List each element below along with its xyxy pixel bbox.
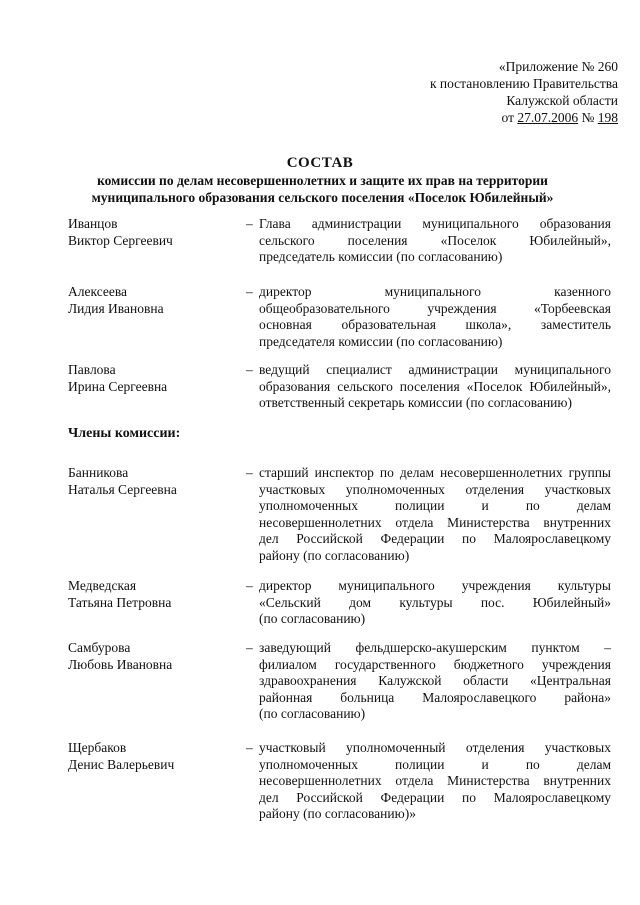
- person-name: [68, 740, 243, 773]
- description-line: директор муниципального казенного: [259, 284, 611, 299]
- position-description: [259, 465, 611, 564]
- members-heading: Члены комиссии:: [68, 426, 181, 441]
- dash-separator: –: [246, 740, 253, 755]
- dash-separator: –: [246, 465, 253, 480]
- dash-separator: –: [246, 640, 253, 655]
- description-line: председатель комиссии (по согласованию): [259, 249, 503, 264]
- dash-separator: –: [246, 284, 253, 299]
- given-names: Денис Валерьевич: [68, 756, 175, 772]
- appendix-region: Калужской области: [506, 93, 618, 108]
- description-line: участковых уполномоченных отделения участковых: [259, 481, 611, 497]
- description-line: уполномоченных полиции и по делам: [259, 756, 611, 772]
- surname: Медведская: [68, 578, 137, 593]
- description-line: сельского поселения «Поселок Юбилейный»,: [259, 232, 611, 248]
- given-names: Ирина Сергеевна: [68, 378, 168, 394]
- position-description: [259, 216, 611, 266]
- position-description: [259, 740, 611, 823]
- given-names: Виктор Сергеевич: [68, 232, 173, 248]
- description-line: несовершеннолетних отдела Министерства внутренних: [259, 773, 611, 788]
- position-description: [259, 362, 611, 412]
- description-line: несовершеннолетних отдела Министерства внутренних: [259, 514, 611, 530]
- decree-number: 198: [597, 110, 618, 125]
- person-name: [68, 216, 243, 249]
- person-name: [68, 578, 243, 611]
- given-names: Татьяна Петровна: [68, 594, 172, 610]
- surname: Алексеева: [68, 284, 128, 299]
- description-line: ведущий специалист администрации муниципального: [259, 362, 611, 377]
- description-line: заведующий фельдшерско-акушерским пунктом –: [259, 640, 611, 655]
- appendix-date-line: [368, 109, 618, 126]
- given-names: Любовь Ивановна: [68, 656, 173, 672]
- description-line: здравоохранения Калужской области «Центральная: [259, 673, 611, 688]
- given-names: Лидия Ивановна: [68, 300, 164, 316]
- description-line: филиалом государственного бюджетного учреждения: [259, 656, 611, 672]
- date-prefix: от: [501, 110, 518, 125]
- decree-date: 27.07.2006: [517, 110, 579, 125]
- position-description: [259, 640, 611, 723]
- page-subtitle: комиссии по делам несовершеннолетних и защите их прав на территории муниципального образования сельского поселения «Поселок Юбилейный»: [91, 173, 554, 205]
- description-line: дел Российской Федерации по Малоярославецкому: [259, 789, 611, 805]
- dash-separator: –: [246, 362, 253, 377]
- description-line: ответственный секретарь комиссии (по согласованию): [259, 395, 572, 410]
- description-line: основная образовательная школа», заместитель: [259, 317, 611, 332]
- appendix-number: «Приложение № 260: [498, 59, 618, 74]
- description-line: уполномоченных полиции и по делам: [259, 498, 611, 513]
- person-name: [68, 465, 243, 498]
- description-line: «Сельский дом культуры пос. Юбилейный»: [259, 594, 611, 610]
- surname: Банникова: [68, 465, 129, 480]
- description-line: директор муниципального учреждения культуры: [259, 578, 611, 593]
- description-line: председателя комиссии (по согласованию): [259, 333, 503, 349]
- position-description: [259, 578, 611, 628]
- description-line: общеобразовательного учреждения «Торбеевская: [259, 300, 611, 316]
- page-title: СОСТАВ: [286, 155, 354, 171]
- person-name: [68, 640, 243, 673]
- description-line: дел Российской Федерации по Малоярославецкому: [259, 531, 611, 546]
- description-line: старший инспектор по делам несовершеннолетних группы: [259, 465, 611, 480]
- number-prefix: №: [578, 110, 598, 125]
- person-name: [68, 362, 243, 395]
- given-names: Наталья Сергеевна: [68, 481, 177, 497]
- description-line: образования сельского поселения «Поселок Юбилейный»,: [259, 378, 611, 394]
- dash-separator: –: [246, 216, 253, 231]
- surname: Щербаков: [68, 740, 127, 755]
- person-name: [68, 284, 243, 317]
- description-line: Глава администрации муниципального образования: [259, 216, 611, 231]
- description-line: (по согласованию): [259, 611, 366, 626]
- description-line: участковый уполномоченный отделения участковых: [259, 740, 611, 755]
- surname: Самбурова: [68, 640, 131, 655]
- description-line: району (по согласованию)»: [259, 806, 416, 821]
- description-line: району (по согласованию): [259, 547, 410, 563]
- surname: Иванцов: [68, 216, 118, 231]
- appendix-decree-ref: к постановлению Правительства: [429, 76, 618, 91]
- description-line: (по согласованию): [259, 706, 366, 721]
- description-line: районная больница Малоярославецкого района»: [259, 689, 611, 705]
- dash-separator: –: [246, 578, 253, 593]
- surname: Павлова: [68, 362, 116, 377]
- appendix-header: [368, 58, 618, 126]
- position-description: [259, 284, 611, 350]
